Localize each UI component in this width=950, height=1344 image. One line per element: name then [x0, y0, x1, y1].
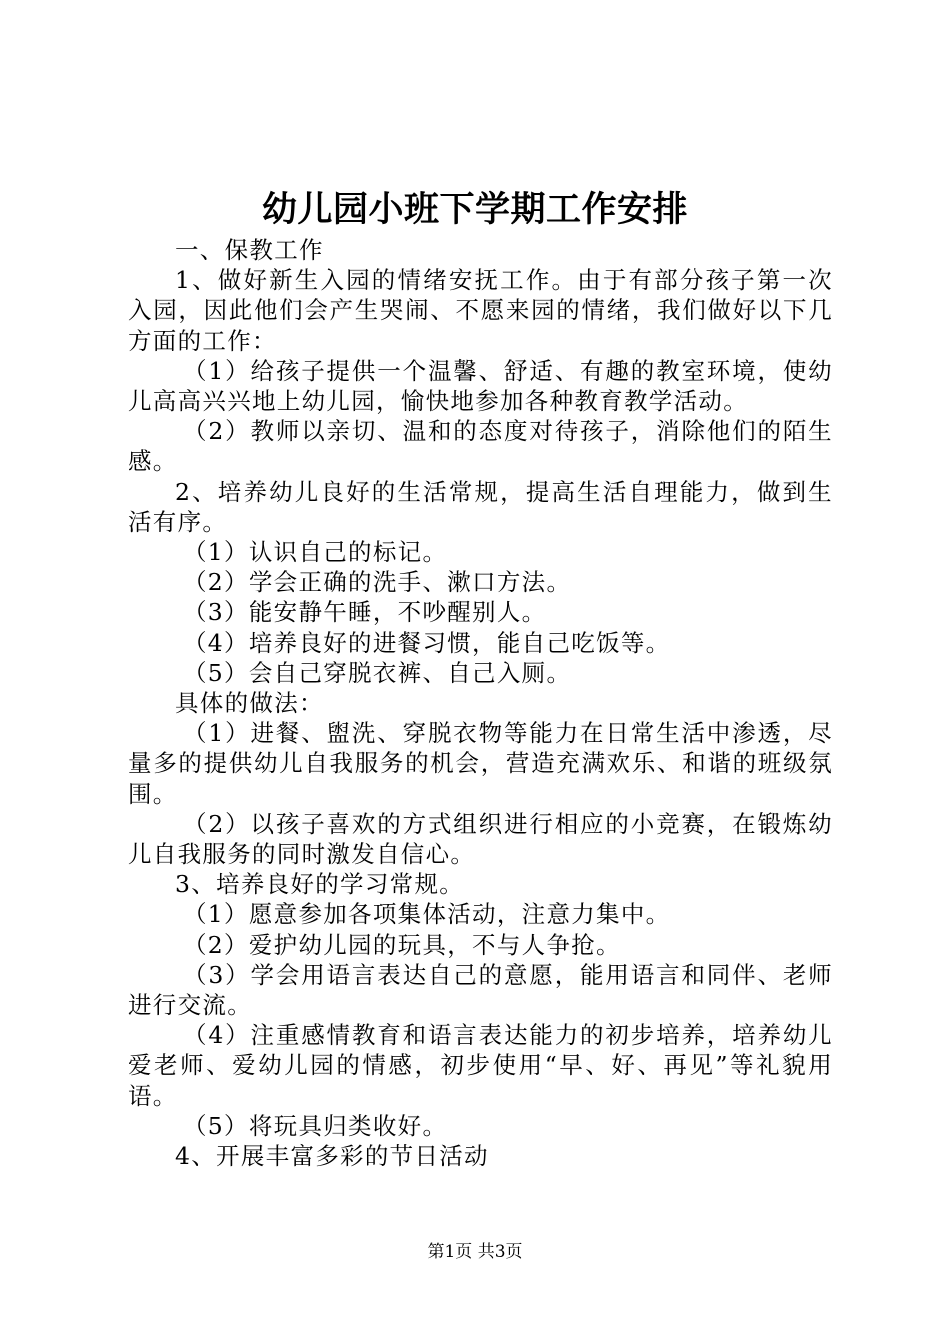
paragraph: （5）会自己穿脱衣裤、自己入厕。 [183, 658, 572, 687]
paragraph: （2）学会正确的洗手、漱口方法。 [183, 568, 572, 597]
paragraph: （2）教师以亲切、温和的态度对待孩子，消除他们的陌生感。 [128, 417, 833, 476]
paragraph: 一、保教工作 [175, 236, 324, 264]
paragraph: 1、做好新生入园的情绪安抚工作。由于有部分孩子第一次入园，因此他们会产生哭闹、不愿来园的情绪，我们做好以下几方面的工作： [128, 266, 833, 355]
paragraph: （1）进餐、盥洗、穿脱衣物等能力在日常生活中渗透，尽量多的提供幼儿自我服务的机会，营造充满欢乐、和谐的班级氛围。 [128, 719, 833, 808]
paragraph: （2）爱护幼儿园的玩具，不与人争抢。 [183, 930, 621, 959]
paragraph: （1）愿意参加各项集体活动，注意力集中。 [183, 900, 671, 929]
paragraph: 2、培养幼儿良好的生活常规，提高生活自理能力，做到生活有序。 [128, 477, 833, 536]
paragraph: 具体的做法： [175, 689, 324, 718]
paragraph: （4）注重感情教育和语言表达能力的初步培养，培养幼儿爱老师、爱幼儿园的情感，初步使用“早、好、再见”等礼貌用语。 [128, 1021, 833, 1110]
page-number-footer: 第1页 共3页 [427, 1242, 523, 1262]
paragraph: （3）能安静午睡，不吵醒别人。 [183, 598, 547, 627]
page-title: 幼儿园小班下学期工作安排 [261, 189, 688, 230]
paragraph: （3）学会用语言表达自己的意愿，能用语言和同伴、老师进行交流。 [128, 960, 833, 1020]
paragraph: （4）培养良好的进餐习惯，能自己吃饭等。 [183, 628, 671, 657]
document-body [128, 235, 833, 1171]
paragraph: 3、培养良好的学习常规。 [175, 870, 465, 899]
paragraph: （5）将玩具归类收好。 [183, 1111, 448, 1140]
paragraph: （1）认识自己的标记。 [183, 538, 448, 567]
paragraph: （2）以孩子喜欢的方式组织进行相应的小竞赛，在锻炼幼儿自我服务的同时激发自信心。 [128, 809, 833, 869]
paragraph: （1）给孩子提供一个温馨、舒适、有趣的教室环境，使幼儿高高兴兴地上幼儿园，愉快地参加各种教育教学活动。 [128, 356, 833, 416]
paragraph: 4、开展丰富多彩的节日活动 [175, 1142, 489, 1171]
